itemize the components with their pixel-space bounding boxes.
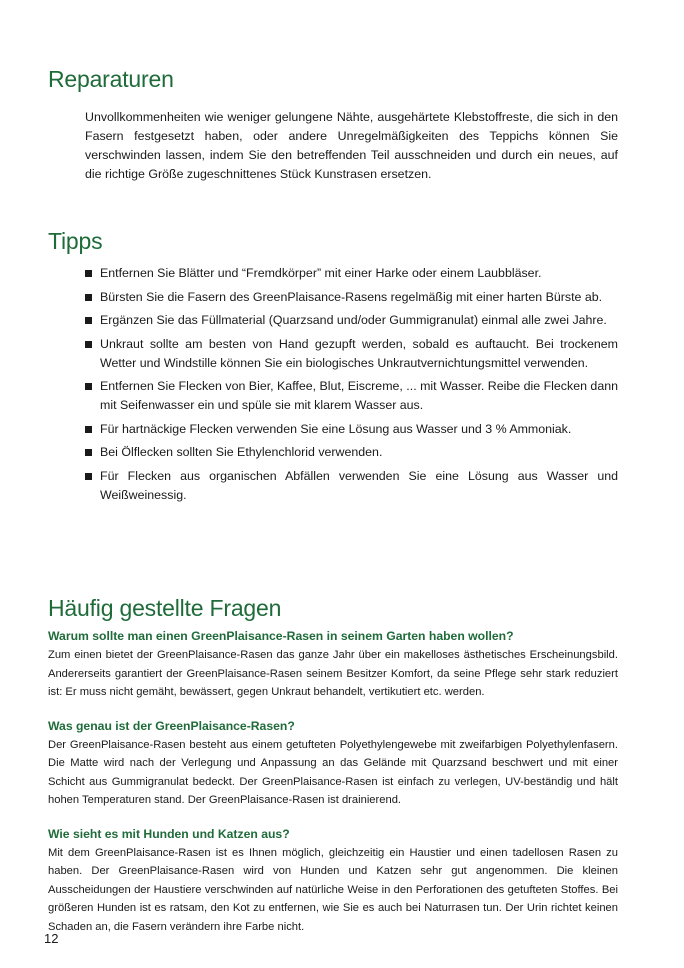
section-heading-tipps: Tipps [48,228,103,254]
bullet-square-icon [85,383,92,390]
bullet-square-icon [85,270,92,277]
tips-list-item [85,288,618,307]
faq-item [48,628,618,702]
faq-item [48,826,618,937]
tips-list-item [85,420,618,439]
faq-answer: Mit dem GreenPlaisance-Rasen ist es Ihnen möglich, gleichzeitig ein Haustier und einen tadellosen Rasen zu haben. Der GreenPlaisance-Rasen wird von Hunden und Katzen sehr gut angenommen. Die kleinen Ausscheidungen der Haustiere verschwinden auf natürliche Weise in den Perforationen des getufteten Stoffes. Bei größeren Hunden ist es ratsam, den Kot zu entfernen, wie Sie es auch bei Naturrasen tun. Der Urin richtet keinen Schaden an, die Fasern verändern ihre Farbe nicht. [48,846,618,933]
tips-list-item [85,443,618,462]
faq-answer: Zum einen bietet der GreenPlaisance-Rasen das ganze Jahr über ein makelloses ästhetisches Erscheinungsbild. Andererseits garantiert der GreenPlaisance-Rasen seinem Besitzer Komfort, da seine Pflege sehr stark reduziert ist: Er muss nicht gemäht, bewässert, gegen Unkraut behandelt, vertikutiert etc. werden. [48,649,618,698]
tips-list-item [85,377,618,415]
faq-question: Warum sollte man einen GreenPlaisance-Rasen in seinem Garten haben wollen? [48,629,514,643]
reparaturen-paragraph: Unvollkommenheiten wie weniger gelungene Nähte, ausgehärtete Klebstoffreste, die sich in den Fasern festgesetzt haben, oder andere Unregelmäßigkeiten des Teppichs können Sie verschwinden lassen, indem Sie den betreffenden Teil ausschneiden und durch ein neues, auf die richtige Größe zugeschnittenes Stück Kunstrasen ersetzen. [85,110,618,181]
tip-text: Entfernen Sie Flecken von Bier, Kaffee, Blut, Eiscreme, ... mit Wasser. Reibe die Flecken dann mit Seifenwasser ein und spüle sie mit klarem Wasser aus. [100,379,618,412]
tip-text: Unkraut sollte am besten von Hand gezupft werden, sobald es auftaucht. Bei trockenem Wetter und Windstille können Sie ein biologisches Unkrautvernichtungsmittel verwenden. [100,336,618,370]
tips-list-item [85,264,618,283]
tips-list-item [85,311,618,330]
tip-text: Ergänzen Sie das Füllmaterial (Quarzsand und/oder Gummigranulat) einmal alle zwei Jahre. [100,313,607,327]
page-number: 12 [44,931,59,946]
bullet-square-icon [85,426,92,433]
tips-list-item [85,467,618,505]
faq-question: Was genau ist der GreenPlaisance-Rasen? [48,718,295,733]
tip-text: Bürsten Sie die Fasern des GreenPlaisance-Rasens regelmäßig mit einer harten Bürste ab. [100,289,603,304]
tip-text: Entfernen Sie Blätter und “Fremdkörper” mit einer Harke oder einem Laubbläser. [100,266,542,280]
faq-answer: Der GreenPlaisance-Rasen besteht aus einem getufteten Polyethylengewebe mit zweifarbigen Polyethylenfasern. Die Matte wird nach der Verlegung und Anpassung an das Gelände mit Quarzsand beschwert und mit einer Schicht aus Gummigranulat bedeckt. Der GreenPlaisance-Rasen ist einfach zu verlegen, UV-beständig und hält hohen Temperaturen stand. Der GreenPlaisance-Rasen ist drainierend. [48,738,618,806]
section-heading-reparaturen: Reparaturen [48,66,174,92]
tips-list [85,264,618,509]
faq-list [48,628,618,952]
faq-question: Wie sieht es mit Hunden und Katzen aus? [48,826,290,841]
faq-item [48,718,618,810]
tip-text: Bei Ölflecken sollten Sie Ethylenchlorid verwenden. [100,445,383,459]
section-heading-faq: Häufig gestellte Fragen [48,595,282,621]
bullet-square-icon [85,341,92,348]
bullet-square-icon [85,449,92,456]
bullet-square-icon [85,294,92,301]
tip-text: Für Flecken aus organischen Abfällen verwenden Sie eine Lösung aus Wasser und Weißweinessig. [100,468,618,502]
bullet-square-icon [85,473,92,480]
bullet-square-icon [85,317,92,324]
tips-list-item [85,335,618,373]
tip-text: Für hartnäckige Flecken verwenden Sie eine Lösung aus Wasser und 3 % Ammoniak. [100,421,572,436]
